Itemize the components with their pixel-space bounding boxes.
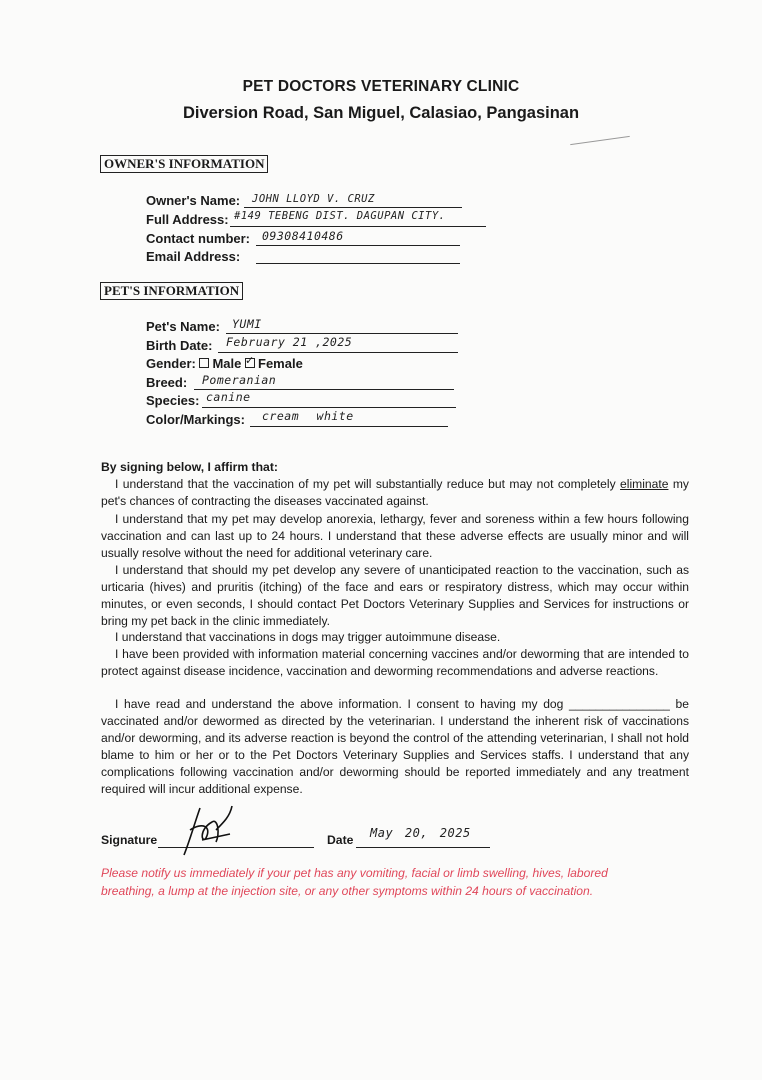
date-line	[356, 847, 490, 848]
affirm-paragraph-6	[101, 696, 689, 797]
owner-name-line	[244, 207, 462, 208]
affirm-p1-text-b: my pet's chances of contracting the diseases vaccinated against.	[101, 477, 689, 508]
gender-male-checkbox[interactable]	[199, 358, 209, 368]
color-markings-label: Color/Markings:	[146, 412, 245, 427]
date-value: May 20, 2025	[370, 826, 471, 840]
contact-number-line	[256, 245, 460, 246]
full-address-line	[230, 226, 486, 227]
breed-value: Pomeranian	[202, 373, 277, 387]
full-address-value: #149 TEBENG DIST. DAGUPAN CITY.	[234, 210, 446, 222]
affirm-heading: By signing below, I affirm that:	[101, 460, 278, 474]
pet-name-value: YUMI	[232, 317, 262, 331]
gender-label: Gender:	[146, 356, 196, 371]
signature-scribble	[172, 800, 242, 860]
birth-date-value: February 21 ,2025	[226, 335, 353, 349]
email-address-line	[256, 263, 460, 264]
breed-label: Breed:	[146, 375, 188, 390]
date-label: Date	[327, 833, 354, 847]
email-address-label: Email Address:	[146, 249, 241, 264]
contact-number-value: 09308410486	[262, 229, 344, 243]
affirm-p3-text: I understand that should my pet develop any severe of unanticipated reaction to the vaccination, such as urticaria (hives) and pruritis (itching) of the face and ears or respiratory distress, which may occur within minutes, or even seconds, I should contact Pet Doctors Veterinary Supplies and Services for instructions or bring my pet back in the clinic immediately.	[101, 563, 689, 628]
vaccination-notice: Please notify us immediately if your pet has any vomiting, facial or limb swelling, hives, labored breathing, a lump at the injection site, or any other symptoms within 24 hours of vaccination.	[101, 866, 608, 898]
affirm-paragraph-3	[101, 562, 689, 630]
affirm-p6-text: I have read and understand the above information. I consent to having my dog _______________ be vaccinated and/or dewormed as directed by the veterinarian. I understand the inherent risk of vaccinations and/or deworming, and its adverse reaction is beyond the control of the attending veterinarian, I shall not hold blame to him or her or to the Pet Doctors Veterinary Supplies and Services staffs. I understand that any complications following vaccination and/or deworming should be reported immediately and any treatment required will incur additional expense.	[101, 697, 689, 796]
clinic-address: Diversion Road, San Miguel, Calasiao, Pangasinan	[182, 104, 580, 122]
scan-mark	[570, 136, 630, 145]
affirm-p1-text: I understand that the vaccination of my pet will substantially reduce but may not completely	[115, 477, 616, 491]
contact-number-label: Contact number:	[146, 231, 250, 246]
owner-name-label: Owner's Name:	[146, 193, 241, 208]
birth-date-label: Birth Date:	[146, 338, 213, 353]
signature-label: Signature	[101, 833, 158, 847]
gender-female-checkbox[interactable]	[245, 358, 255, 368]
affirm-paragraph-4	[101, 629, 689, 646]
pet-name-label: Pet's Name:	[146, 319, 220, 334]
full-address-label: Full Address:	[146, 212, 229, 227]
color-markings-line	[250, 426, 448, 427]
species-value: canine	[206, 390, 251, 404]
gender-row	[146, 356, 303, 372]
affirm-p5-text: I have been provided with information material concerning vaccines and/or deworming that are intended to protect against disease incidence, vaccination and deworming recommendations and adverse reactions.	[101, 647, 689, 678]
species-label: Species:	[146, 393, 200, 408]
affirm-paragraph-2	[101, 511, 689, 562]
clinic-title: PET DOCTORS VETERINARY CLINIC	[242, 78, 520, 95]
affirm-p2-text: I understand that my pet may develop anorexia, lethargy, fever and soreness within a few hours following vaccination and can last up to 24 hours. I understand that these adverse effects are usually minor and will usually resolve without the need for additional veterinary care.	[101, 512, 689, 560]
gender-male-label: Male	[212, 356, 242, 371]
pet-section-title: PET'S INFORMATION	[100, 282, 243, 300]
affirm-paragraph-1	[101, 476, 689, 510]
affirm-p4-text: I understand that vaccinations in dogs may trigger autoimmune disease.	[115, 630, 501, 644]
owner-section-title: OWNER'S INFORMATION	[100, 155, 268, 173]
gender-female-label: Female	[258, 356, 303, 371]
color-markings-value: cream white	[262, 409, 354, 423]
species-line	[202, 407, 456, 408]
affirm-p1-underlined: eliminate	[620, 477, 669, 491]
affirm-paragraph-5	[101, 646, 689, 680]
owner-name-value: JOHN LLOYD V. CRUZ	[252, 193, 375, 205]
pet-name-line	[226, 333, 458, 334]
